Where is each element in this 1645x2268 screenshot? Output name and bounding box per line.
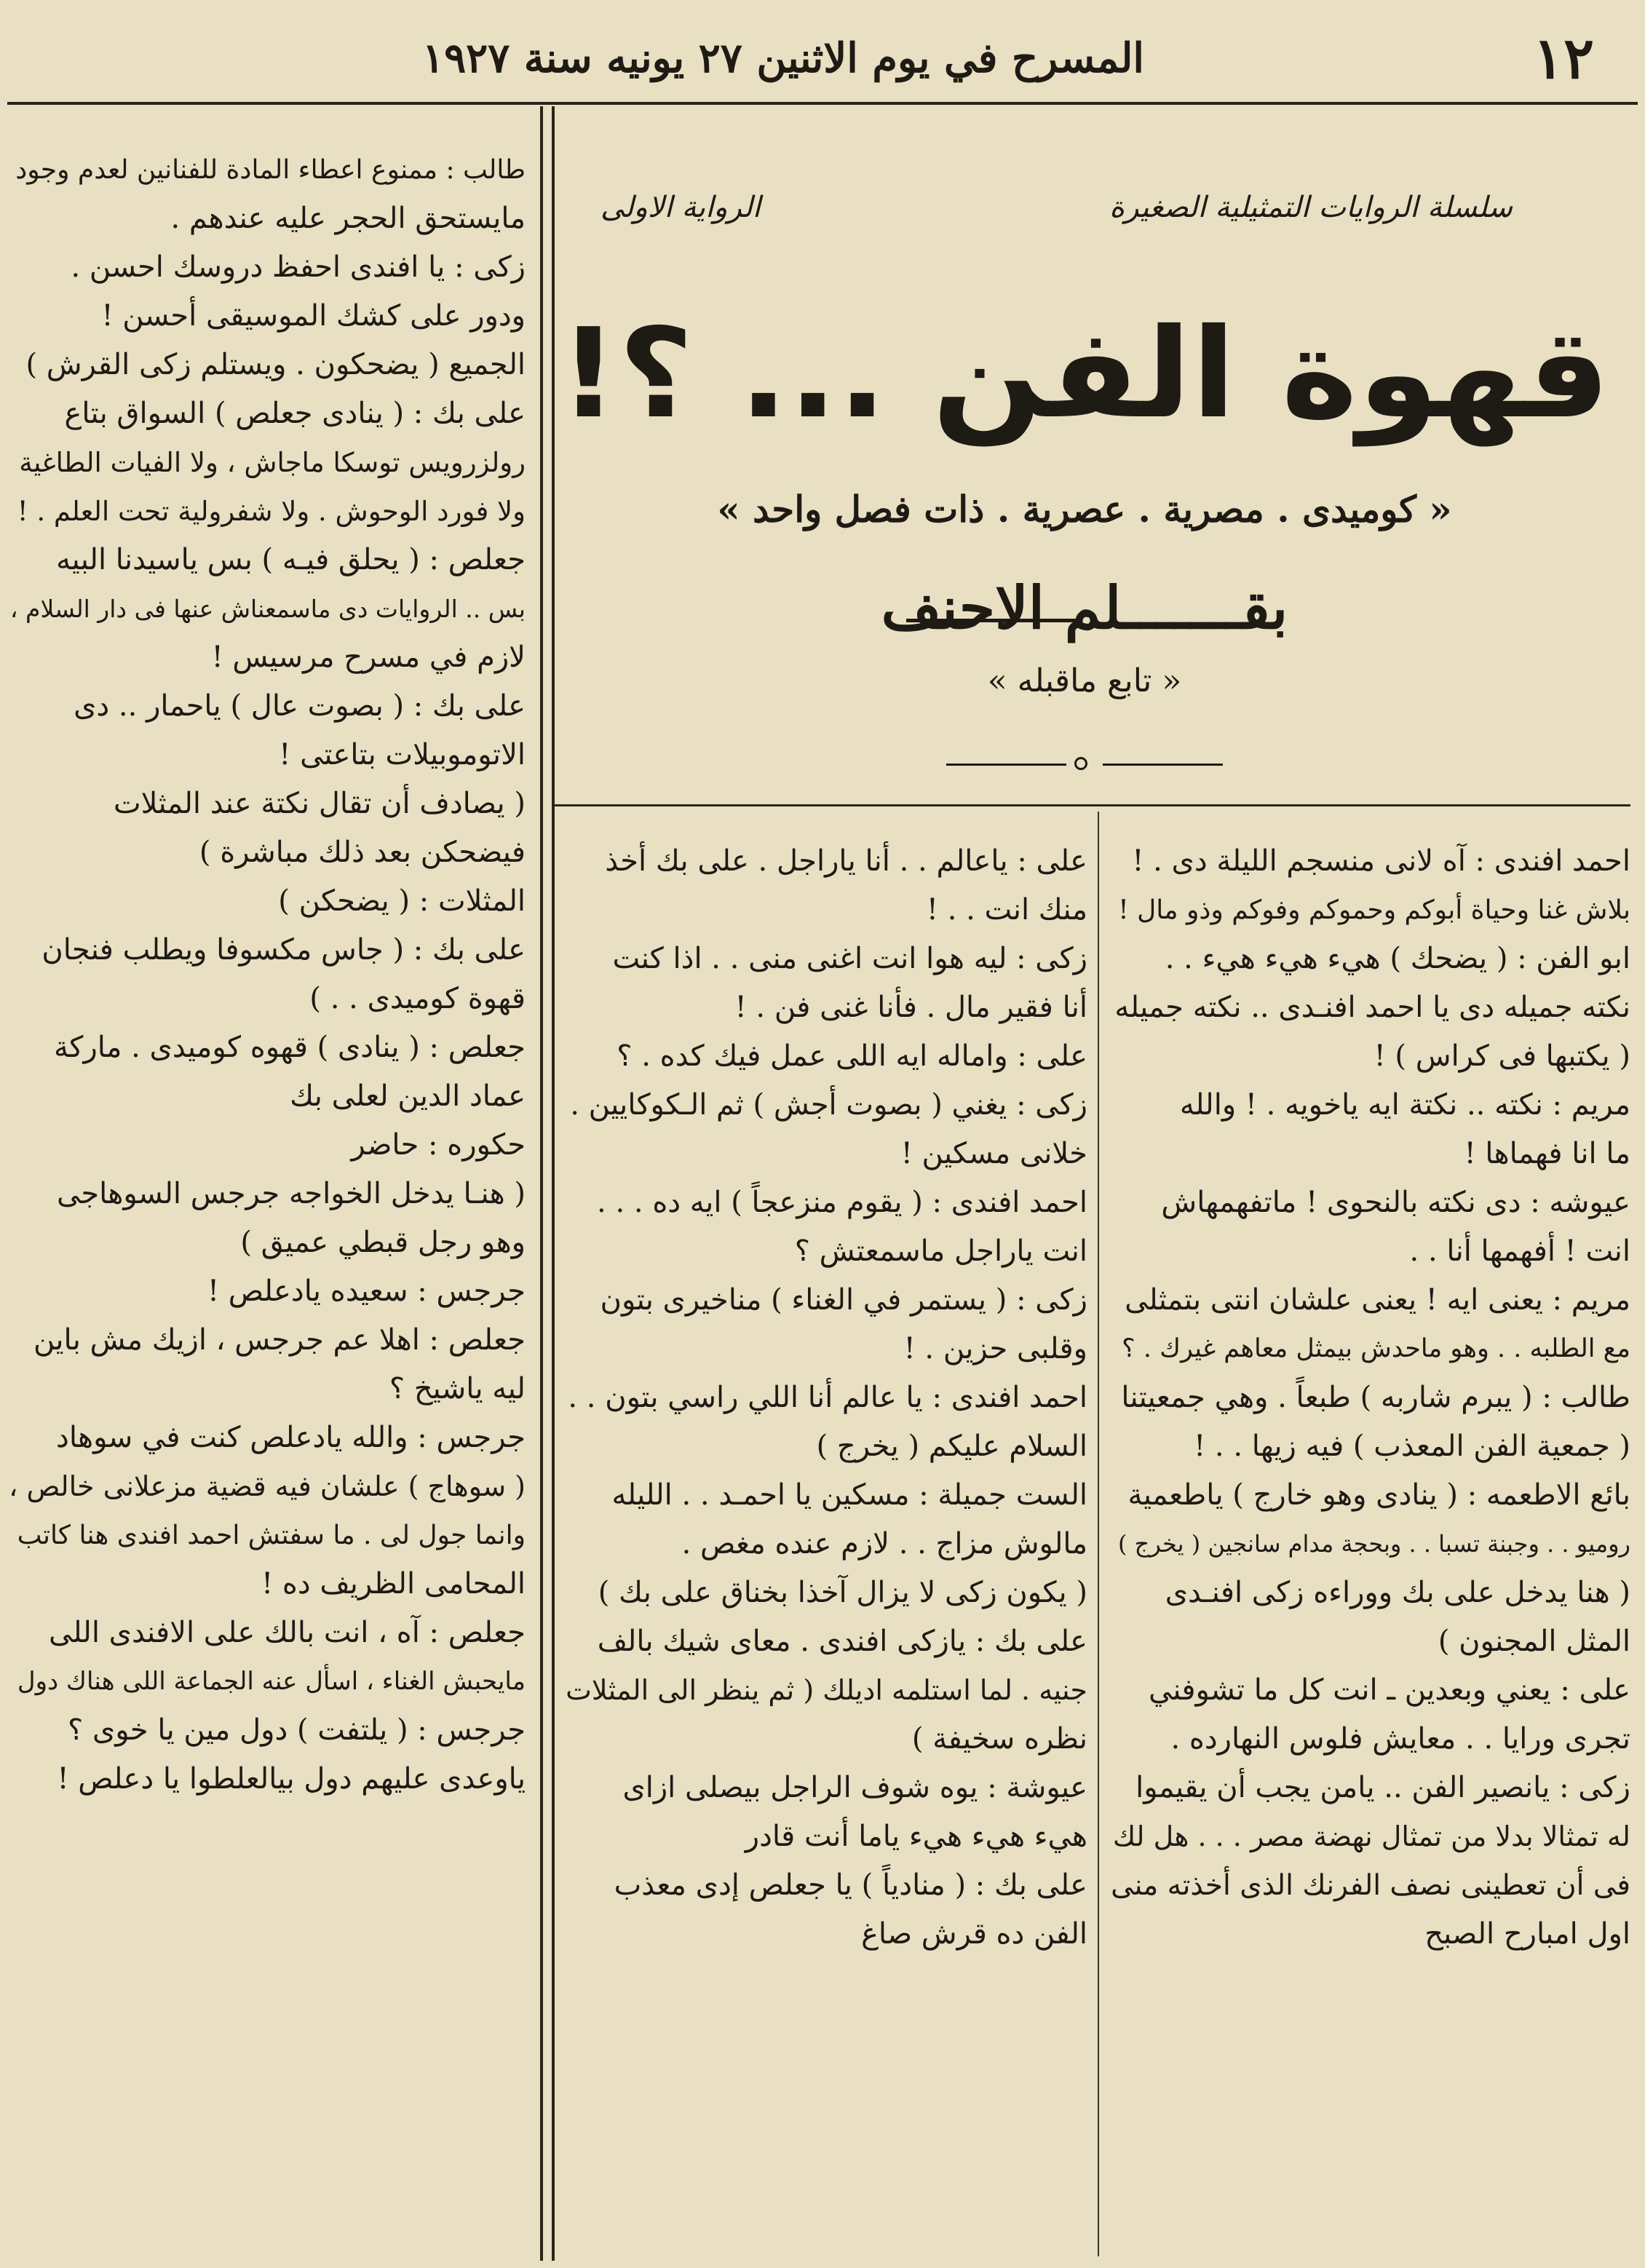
text-line: حكوره : حاضر (351, 1128, 526, 1162)
text-line: مايحبش الغناء ، اسأل عنه الجماعة اللى هناك دول (17, 1667, 526, 1696)
text-line: على بك : ( بصوت عال ) ياحمار .. دى (74, 689, 526, 723)
text-line: المثلات : ( يضحكن ) (278, 884, 526, 918)
text-line: ليه ياشيخ ؟ (389, 1372, 526, 1405)
text-line: زكى : يا افندى احفظ دروسك احسن . (71, 250, 526, 284)
text-line: جرجس : والله يادعلص كنت في سوهاد (56, 1421, 526, 1454)
text-line: جرجس : سعيده يادعلص ! (207, 1274, 526, 1308)
section-rule (553, 804, 1630, 806)
text-line: مريم : يعنى ايه ! يعنى علشان انتى بتمثلى (1125, 1283, 1630, 1317)
ornament-divider (946, 757, 1223, 772)
text-line: رولزرويس توسكا ماجاش ، ولا الفيات الطاغية (19, 447, 526, 478)
text-line: ( يكتبها فى كراس ) ! (1374, 1039, 1630, 1073)
text-line: مايستحق الحجر عليه عندهم . (170, 202, 526, 235)
header-rule (7, 102, 1638, 105)
text-line: ياوعدى عليهم دول بيالعلطوا يا دعلص ! (57, 1762, 526, 1796)
text-line: جعلص : ( ينادى ) قهوه كوميدى . ماركة (53, 1031, 526, 1064)
text-line: بلاش غنا وحياة أبوكم وحموكم وفوكم وذو مال ! (1118, 895, 1630, 925)
text-line: روميو . . وجبنة تسبا . . وبحجة مدام سانجين ( يخرج ) (1118, 1530, 1630, 1558)
text-line: على بك : يازكى افندى . معاى شيك بالف (597, 1625, 1087, 1658)
text-line: زكى : ( يستمر في الغناء ) مناخيرى بتون (600, 1283, 1087, 1317)
text-line: تجرى ورايا . . معايش فلوس النهارده . (1170, 1722, 1630, 1756)
text-line: وهو رجل قبطي عميق ) (240, 1226, 526, 1259)
text-line: هيء هيء هيء ياما أنت قادر (745, 1820, 1087, 1853)
text-line: جعلص : ( يحلق فيـه ) بس ياسيدنا البيه (56, 543, 526, 576)
text-line: جعلص : آه ، انت بالك على الافندى اللى (49, 1616, 526, 1649)
text-line: ( سوهاج ) علشان فيه قضية مزعلانى خالص ، (9, 1470, 526, 1502)
text-line: السلام عليكم ( يخرج ) (816, 1430, 1087, 1463)
continued-note: « تابع ماقبله » (987, 662, 1182, 699)
text-line: ابو الفن : ( يضحك ) هيء هيء هيء . . (1165, 942, 1630, 975)
text-line: نكته جميله دى يا احمد افنـدى .. نكته جميله (1114, 991, 1630, 1024)
text-line: طالب : ( يبرم شاربه ) طبعاً . وهي جمعيتنا (1121, 1381, 1630, 1414)
text-line: نظره سخيفة ) (911, 1722, 1087, 1756)
text-line: على بك : ( منادياً ) يا جعلص إدى معذب (614, 1868, 1087, 1902)
text-line: على بك : ( ينادى جعلص ) السواق بتاع (64, 397, 526, 430)
page-header (44, 22, 1601, 95)
text-line: انت ياراجل ماسمعتش ؟ (794, 1234, 1087, 1268)
text-line: ( يكون زكى لا يزال آخذا بخناق على بك ) (598, 1576, 1087, 1609)
text-line: انت ! أفهمها أنا . . (1409, 1234, 1630, 1268)
text-line: جرجس : ( يلتفت ) دول مين يا خوى ؟ (68, 1713, 526, 1747)
column-divider-inner (1098, 812, 1099, 2256)
text-line: ( هنا يدخل على بك ووراءه زكى افنـدى (1165, 1576, 1630, 1609)
text-line: زكى : ليه هوا انت اغنى منى . . اذا كنت (612, 942, 1087, 975)
text-line: لازم في مسرح مرسيس ! (211, 641, 526, 674)
text-line: منك انت . . ! (926, 893, 1087, 927)
text-line: وانما جول لى . ما سفتش احمد افندى هنا كاتب (17, 1520, 526, 1550)
text-line: المحامى الظريف ده ! (261, 1567, 526, 1601)
play-subtitle: « كوميدى . مصرية . عصرية . ذات فصل واحد » (717, 488, 1452, 531)
text-line: زكى : يغني ( بصوت أجش ) ثم الـكوكايين . (570, 1088, 1087, 1122)
text-line: على : ياعالم . . أنا ياراجل . على بك أخذ (605, 844, 1087, 878)
text-line: فيضحكن بعد ذلك مباشرة ) (199, 836, 526, 869)
text-line: بس .. الروايات دى ماسمعناش عنها فى دار السلام ، (9, 595, 526, 623)
text-line: عيوشة : يوه شوف الراجل بيصلى ازاى (622, 1771, 1087, 1804)
middle-column (562, 837, 1087, 1959)
text-line: الجميع ( يضحكون . ويستلم زكى القرش ) (25, 348, 526, 381)
text-line: ( يصادف أن تقال نكتة عند المثلات (114, 787, 526, 820)
text-line: مريم : نكته .. نكتة ايه ياخويه . ! والله (1179, 1088, 1630, 1122)
text-line: المثل المجنون ) (1438, 1625, 1630, 1658)
header-title: المسرح في يوم الاثنين ٢٧ يونيه سنة ١٩٢٧ (422, 34, 1144, 82)
text-line: أنا فقير مال . فأنا غنى فن . ! (734, 991, 1087, 1024)
author-line: بقـــــــلم الاحنف (881, 574, 1288, 642)
text-line: قهوة كوميدى . . ) (309, 982, 526, 1015)
text-line: طالب : ممنوع اعطاء المادة للفنانين لعدم وجود (15, 155, 526, 185)
page-number: ١٢ (1533, 25, 1594, 92)
text-line: خلانى مسكين ! (900, 1137, 1087, 1170)
text-line: ولا فورد الوحوش . ولا شفرولية تحت العلم . ! (17, 496, 526, 527)
text-line: مع الطلبه . . وهو ماحدش بيمثل معاهم غيرك . ؟ (1122, 1334, 1630, 1363)
text-line: الفن ده قرش صاغ (861, 1917, 1087, 1951)
text-line: الاتوموبيلات بتاعتى ! (279, 738, 526, 772)
text-line: زكى : يانصير الفن .. يامن يجب أن يقيموا (1135, 1771, 1630, 1804)
text-line: عماد الدين لعلى بك (290, 1079, 526, 1113)
text-line: احمد افندى : ( يقوم منزعجاً ) ايه ده . . . (597, 1186, 1087, 1219)
text-line: اول امبارح الصبح (1424, 1917, 1630, 1951)
text-line: جعلص : اهلا عم جرجس ، ازيك مش باين (33, 1323, 526, 1357)
text-line: وقلبى حزين . ! (903, 1332, 1087, 1365)
text-line: ( هنـا يدخل الخواجه جرجس السوهاجى (57, 1177, 526, 1210)
text-line: له تمثالا بدلا من تمثال نهضة مصر . . . هل لك (1112, 1820, 1630, 1852)
text-line: جنيه . لما استلمه اديلك ( ثم ينظر الى المثلات (566, 1674, 1087, 1706)
text-line: الست جميلة : مسكين يا احمـد . . الليله (611, 1478, 1087, 1512)
text-line: على بك : ( جاس مكسوفا ويطلب فنجان (41, 933, 526, 967)
series-name: سلسلة الروايات التمثيلية الصغيرة (1109, 191, 1513, 224)
text-line: مالوش مزاج . . لازم عنده مغص . (681, 1527, 1087, 1561)
text-line: احمد افندى : يا عالم أنا اللي راسي بتون . . (568, 1381, 1087, 1414)
text-line: ما انا فهماها ! (1464, 1137, 1630, 1170)
text-line: ودور على كشك الموسيقى أحسن ! (101, 299, 526, 333)
left-column (7, 146, 526, 1804)
text-line: ( جمعية الفن المعذب ) فيه زيها . . ! (1194, 1430, 1630, 1463)
play-title: قهوة الفن ... ؟! (558, 302, 1611, 446)
text-line: احمد افندى : آه لانى منسجم الليلة دى . ! (1132, 844, 1630, 878)
text-line: على : واماله ايه اللى عمل فيك كده . ؟ (617, 1039, 1087, 1073)
text-line: بائع الاطعمه : ( ينادى وهو خارج ) ياطعمية (1127, 1478, 1630, 1512)
author-underline (906, 619, 1081, 622)
right-column (1110, 837, 1630, 1959)
story-number: الرواية الاولى (600, 191, 761, 224)
text-line: فى أن تعطينى نصف الفرنك الذى أخذته منى (1111, 1869, 1630, 1902)
text-line: على : يعني وبعدين ـ انت كل ما تشوفني (1148, 1673, 1630, 1707)
text-line: عيوشه : دى نكته بالنحوى ! ماتفهمهاش (1161, 1186, 1630, 1219)
